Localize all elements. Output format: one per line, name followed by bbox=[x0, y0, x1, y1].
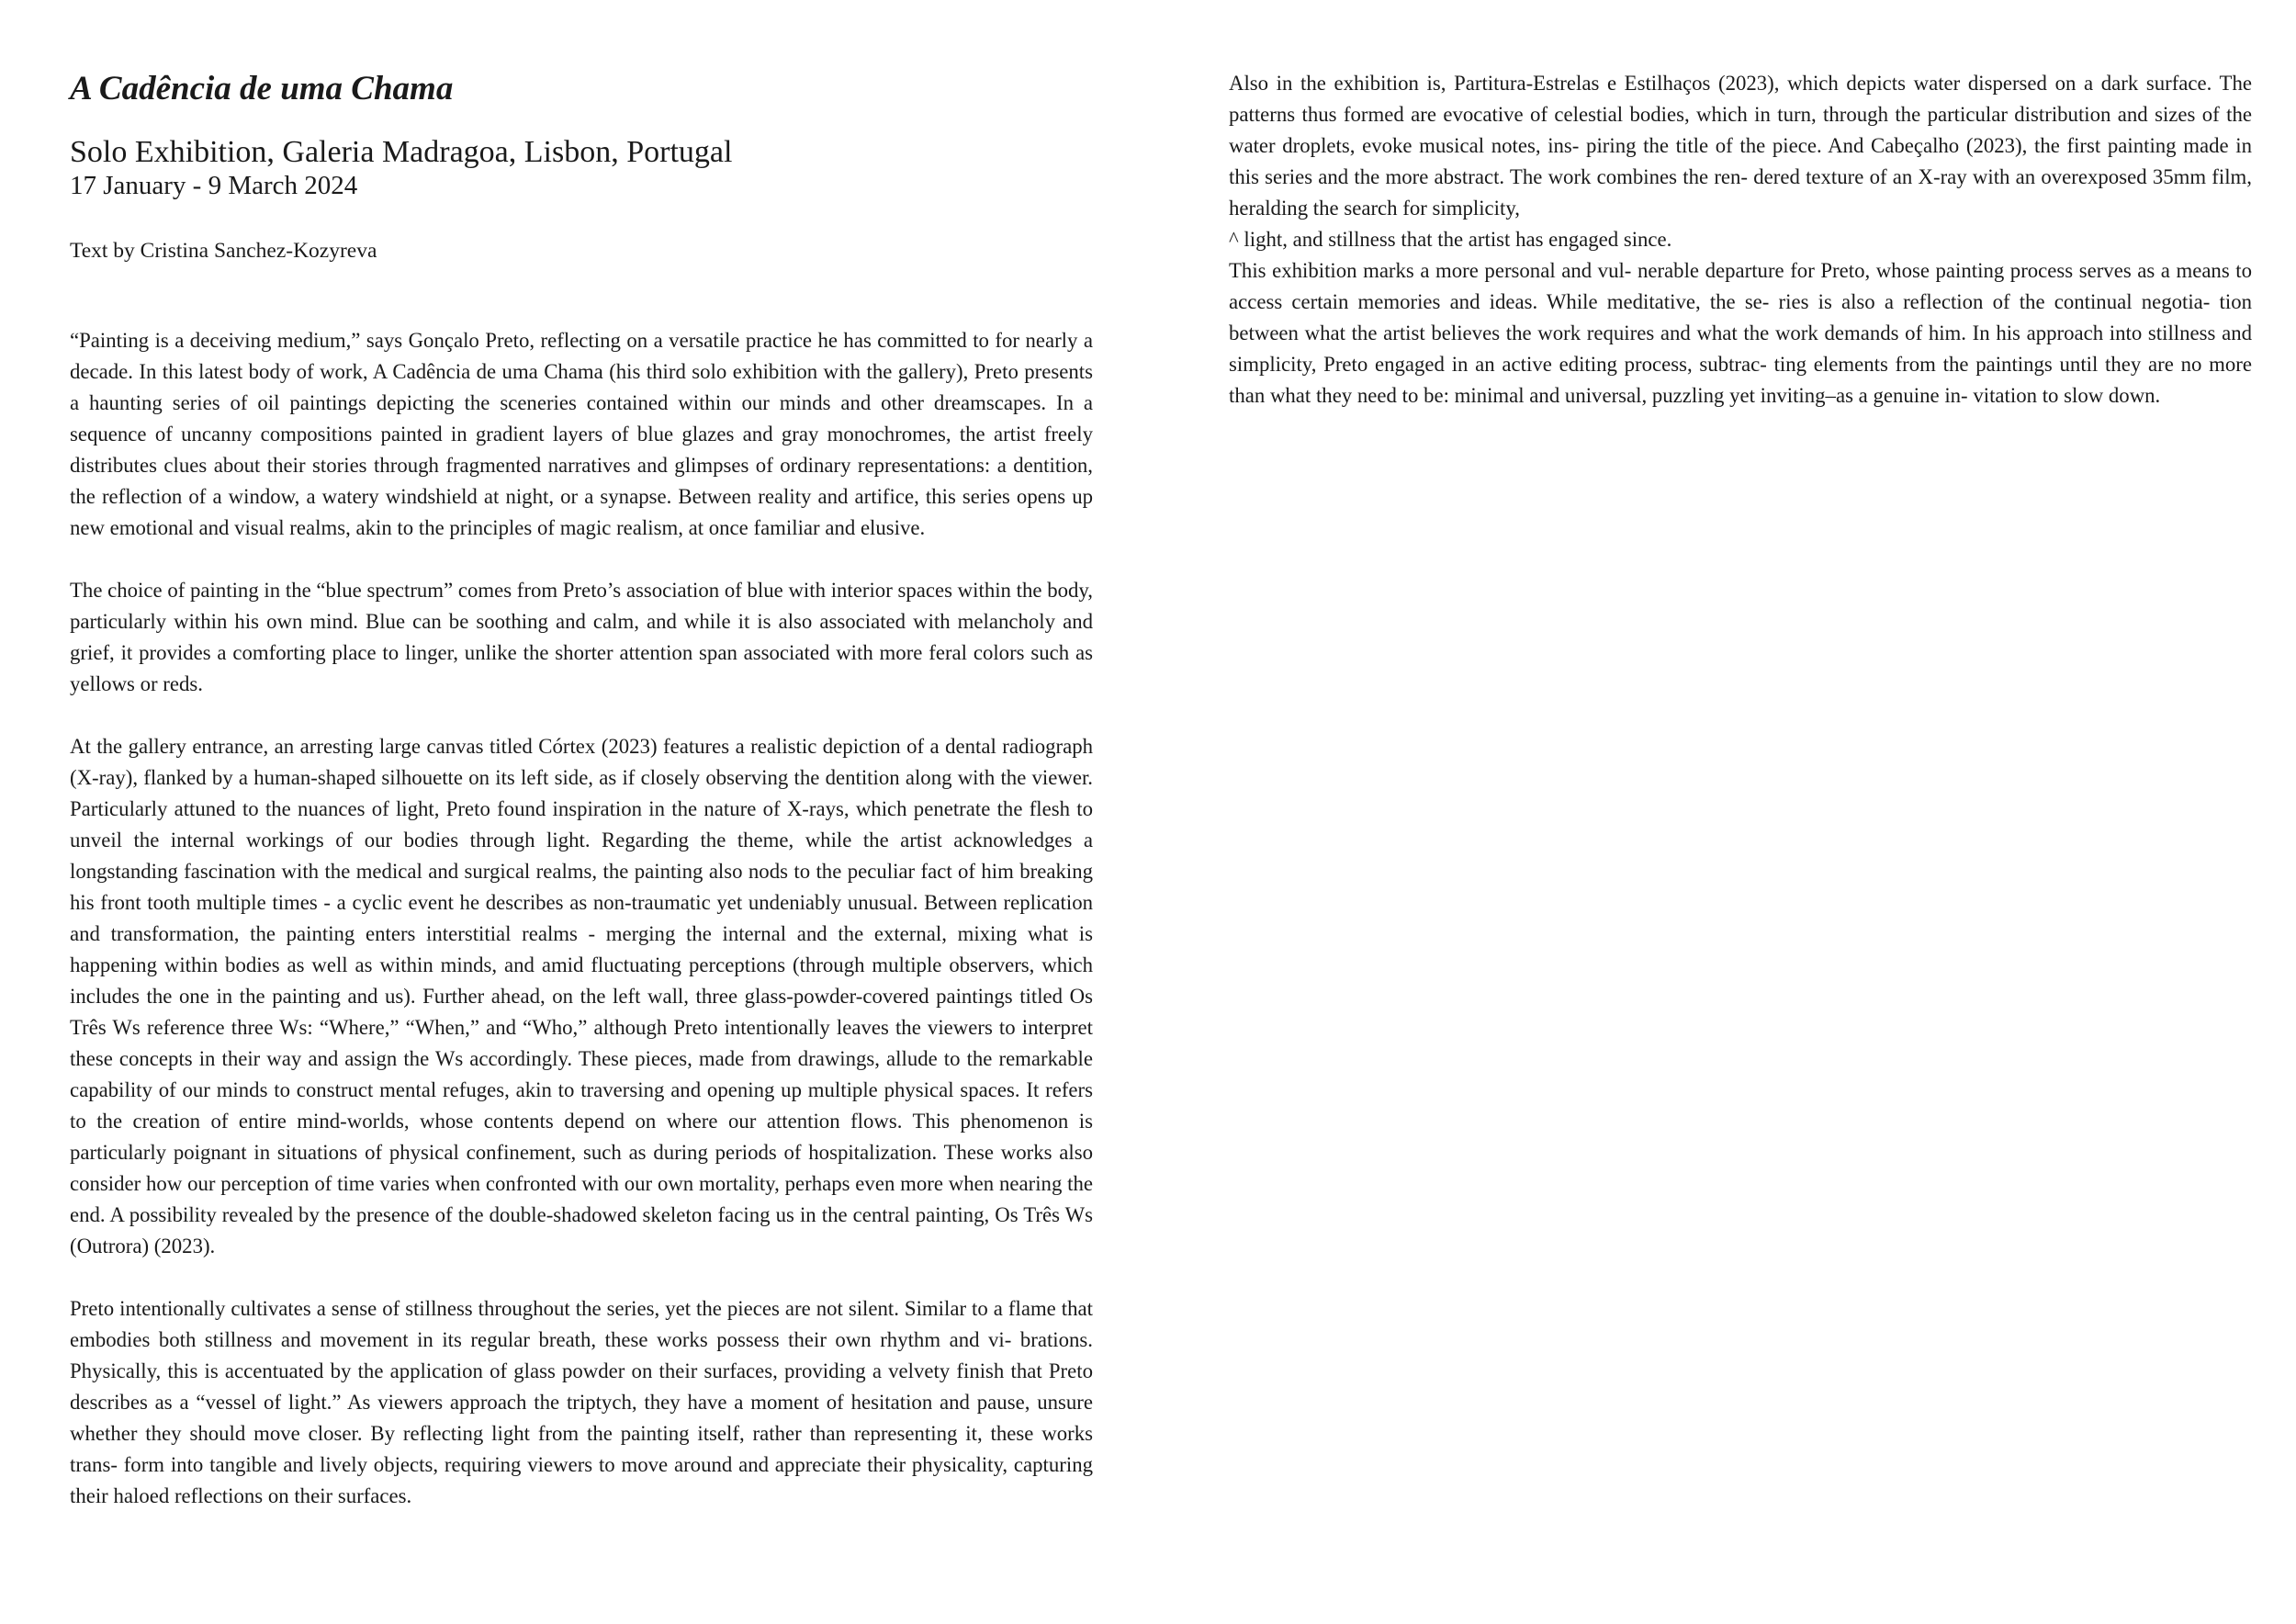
paragraph: ^ light, and stillness that the artist has engaged since. bbox=[1229, 228, 1672, 251]
author-byline: Text by Cristina Sanchez-Kozyreva bbox=[70, 239, 377, 263]
paragraph: This exhibition marks a more personal and vul- nerable departure for Preto, whose painting process serves as a means to access certain memories and ideas. While meditative, the se- ries is also a reflection of the continual negotia- tion between what the artist believes the work requires and what the work demands of him. In his approach into stillness and simplicity, Preto engaged in an active editing process, subtrac- ting elements from the paintings until they are no more than what they need to be: minimal and universal, puzzling yet inviting–as a genuine in- vitation to slow down. bbox=[1229, 259, 2252, 407]
exhibition-title: A Cadência de uma Chama bbox=[70, 70, 454, 107]
paragraph: Preto intentionally cultivates a sense of stillness throughout the series, yet the pieces are not silent. Similar to a flame that embodies both stillness and movement in its regular breath, these works possess their own rhythm and vi- brations. Physically, this is accentuated by the application of glass powder on their surfaces, providing a velvety finish that Preto describes as a “vessel of light.” As viewers approach the triptych, they have a moment of hesitation and pause, unsure whether they should move closer. By reflecting light from the painting itself, rather than representing it, these works trans- form into tangible and lively objects, requiring viewers to move around and appreciate their physicality, capturing their haloed reflections on their surfaces. bbox=[70, 1297, 1093, 1507]
left-body-text bbox=[70, 325, 1093, 1512]
right-body-text bbox=[1229, 68, 2252, 412]
paragraph: Also in the exhibition is, Partitura-Estrelas e Estilhaços (2023), which depicts water dispersed on a dark surface. The patterns thus formed are evocative of celestial bodies, which in turn, through the particular distribution and sizes of the water droplets, evoke musical notes, ins- piring the title of the piece. And Cabeçalho (2023), the first painting made in this series and the more abstract. The work combines the ren- dered texture of an X-ray with an overexposed 35mm film, heralding the search for simplicity, bbox=[1229, 72, 2252, 220]
paragraph: “Painting is a deceiving medium,” says Gonçalo Preto, reflecting on a versatile practice he has committed to for nearly a decade. In this latest body of work, A Cadência de uma Chama (his third solo exhibition with the gallery), Preto presents a haunting series of oil paintings depicting the sceneries contained within our minds and other dreamscapes. In a sequence of uncanny compositions painted in gradient layers of blue glazes and gray monochromes, the artist freely distributes clues about their stories through fragmented narratives and glimpses of ordinary representations: a dentition, the reflection of a window, a watery windshield at night, or a synapse. Between reality and artifice, this series opens up new emotional and visual realms, akin to the principles of magic realism, at once familiar and elusive. bbox=[70, 329, 1093, 539]
paragraph: At the gallery entrance, an arresting large canvas titled Córtex (2023) features a realistic depiction of a dental radiograph (X-ray), flanked by a human-shaped silhouette on its left side, as if closely observing the dentition along with the viewer. Particularly attuned to the nuances of light, Preto found inspiration in the nature of X-rays, which penetrate the flesh to unveil the internal workings of our bodies through light. Regarding the theme, while the artist acknowledges a longstanding fascination with the medical and surgical realms, the painting also nods to the peculiar fact of him breaking his front tooth multiple times - a cyclic event he describes as non-traumatic yet undeniably unusual. Between replication and transformation, the painting enters interstitial realms - merging the internal and the external, mixing what is happening within bodies as well as within minds, and amid fluctuating perceptions (through multiple observers, which includes the one in the painting and us). Further ahead, on the left wall, three glass-powder-covered paintings titled Os Três Ws reference three Ws: “Where,” “When,” and “Who,” although Preto intentionally leaves the viewers to interpret these concepts in their way and assign the Ws accordingly. These pieces, made from drawings, allude to the remarkable capability of our minds to construct mental refuges, akin to traversing and opening up multiple physical spaces. It refers to the creation of entire mind-worlds, whose contents depend on where our attention flows. This phenomenon is particularly poignant in situations of physical confinement, such as during periods of hospitalization. These works also consider how our perception of time varies when confronted with our own mortality, perhaps even more when nearing the end. A possibility revealed by the presence of the double-shadowed skeleton facing us in the central painting, Os Três Ws (Outrora) (2023). bbox=[70, 735, 1093, 1257]
paragraph: The choice of painting in the “blue spectrum” comes from Preto’s association of blue with interior spaces within the body, particularly within his own mind. Blue can be soothing and calm, and while it is also associated with melancholy and grief, it provides a comforting place to linger, unlike the shorter attention span associated with more feral colors such as yellows or reds. bbox=[70, 579, 1094, 695]
exhibition-subtitle: Solo Exhibition, Galeria Madragoa, Lisbon, Portugal bbox=[70, 135, 733, 169]
exhibition-dates: 17 January - 9 March 2024 bbox=[70, 171, 358, 200]
